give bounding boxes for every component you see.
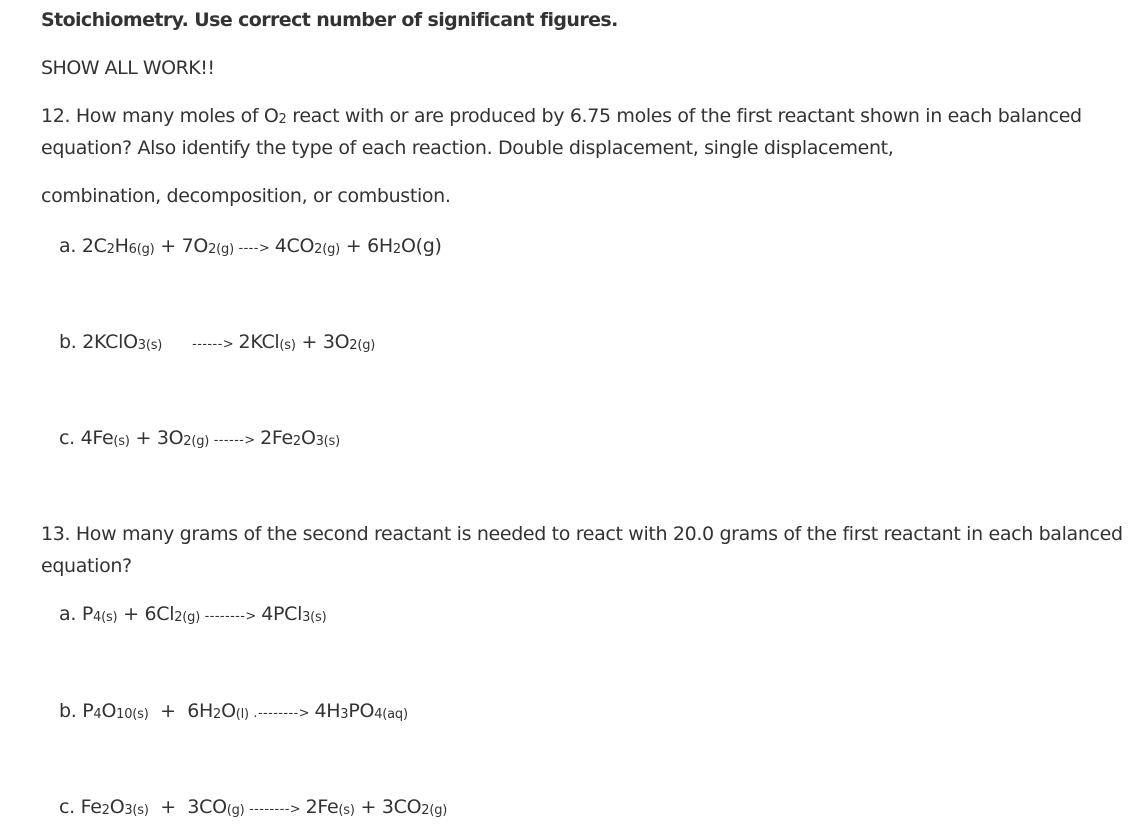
- reaction-arrow: ---->: [233, 241, 275, 256]
- eq-term: 2Fe: [260, 427, 293, 449]
- q12-text-pre: 12. How many moles of O: [41, 105, 279, 127]
- eq-term: + 3O: [129, 427, 184, 449]
- q13-equation-a: [59, 602, 327, 629]
- q12-equation-c: [59, 426, 340, 453]
- eq-label: c.: [59, 796, 81, 818]
- eq-term: P: [81, 603, 93, 625]
- eq-sub: 3(s): [302, 610, 327, 626]
- q12-sub: 2: [278, 112, 287, 128]
- eq-term: O: [101, 700, 117, 722]
- question-12-text-line-2: equation? Also identify the type of each reaction. Double displacement, single displacement,: [41, 137, 894, 159]
- q12-equation-b: [59, 330, 375, 357]
- eq-term: 2C: [81, 235, 107, 257]
- instruction-text: SHOW ALL WORK!!: [41, 57, 215, 79]
- page-title: Stoichiometry. Use correct number of significant figures.: [41, 9, 618, 31]
- eq-term: O: [300, 427, 316, 449]
- eq-term: + 7O: [154, 235, 209, 257]
- q12-text-post: react with or are produced by 6.75 moles of the first reactant shown in each balanced: [286, 105, 1082, 127]
- eq-term: O(g): [400, 235, 442, 257]
- eq-term: 2KCl: [238, 331, 280, 353]
- eq-sub: 6(g): [128, 242, 155, 258]
- eq-sub: 2(g): [174, 610, 201, 626]
- eq-sub: (s): [279, 338, 296, 354]
- eq-sub: (s): [113, 434, 130, 450]
- q13-equation-b: [59, 699, 408, 726]
- eq-term: O: [109, 796, 125, 818]
- question-12-text-line-3: combination, decomposition, or combustion.: [41, 185, 451, 207]
- eq-term: 4PCl: [261, 603, 303, 625]
- eq-term: 2Fe: [305, 796, 339, 818]
- eq-sub: 3(s): [137, 338, 163, 354]
- eq-term: PO: [348, 700, 375, 722]
- eq-sub: 2: [392, 242, 401, 258]
- eq-label: c.: [59, 427, 81, 449]
- eq-label: b.: [59, 700, 83, 722]
- eq-sub: (s): [338, 803, 355, 819]
- eq-label: a.: [59, 235, 82, 257]
- eq-sub: 2(g): [314, 242, 340, 258]
- eq-sub: 4: [93, 707, 102, 723]
- eq-sub: 2: [292, 434, 301, 450]
- eq-term: 4H: [314, 700, 341, 722]
- question-12-text-line-1: [41, 104, 1082, 128]
- eq-sub: 3: [340, 707, 349, 723]
- eq-term: H: [114, 235, 129, 257]
- question-13-text-line-2: equation?: [41, 555, 132, 577]
- eq-term: 4CO: [274, 235, 315, 257]
- reaction-arrow: -------->: [244, 802, 306, 817]
- eq-term: + 3CO: [148, 796, 227, 818]
- eq-sub: 2(g): [349, 338, 376, 354]
- eq-term: + 3O: [295, 331, 350, 353]
- q12-equation-a: [59, 234, 442, 261]
- eq-sub: (g): [226, 803, 245, 819]
- q13-equation-c: [59, 795, 447, 822]
- eq-term: Fe: [80, 796, 102, 818]
- eq-term: 2KClO: [82, 331, 138, 353]
- eq-sub: 2(g): [183, 434, 210, 450]
- eq-sub: 2: [101, 803, 110, 819]
- eq-term: + 6H: [340, 235, 393, 257]
- eq-sub: 10(s): [116, 707, 149, 723]
- eq-sub: 2: [212, 707, 222, 723]
- reaction-arrow: ------>: [192, 337, 239, 352]
- eq-term: + 3CO: [354, 796, 422, 818]
- eq-label: b.: [59, 331, 83, 353]
- eq-sub: 3(s): [124, 803, 149, 819]
- eq-sub: 4(s): [93, 610, 118, 626]
- eq-term: O: [221, 700, 236, 722]
- eq-sub: 2: [106, 242, 115, 258]
- question-13-text-line-1: 13. How many grams of the second reactant is needed to react with 20.0 grams of the first reactant in each balanced: [41, 523, 1123, 545]
- eq-sub: 2(g): [421, 803, 448, 819]
- reaction-arrow: ------>: [209, 433, 261, 448]
- eq-sub: 3(s): [315, 434, 340, 450]
- eq-term: P: [82, 700, 94, 722]
- eq-label: a.: [59, 603, 82, 625]
- reaction-arrow: -------->: [200, 609, 262, 624]
- eq-sub: (l): [235, 707, 249, 723]
- reaction-arrow: .-------->: [248, 706, 315, 721]
- eq-term: + 6Cl: [117, 603, 175, 625]
- eq-sub: 4(aq): [374, 707, 408, 723]
- eq-term: + 6H: [148, 700, 213, 722]
- eq-sub: 2(g): [208, 242, 234, 258]
- eq-term: 4Fe: [80, 427, 114, 449]
